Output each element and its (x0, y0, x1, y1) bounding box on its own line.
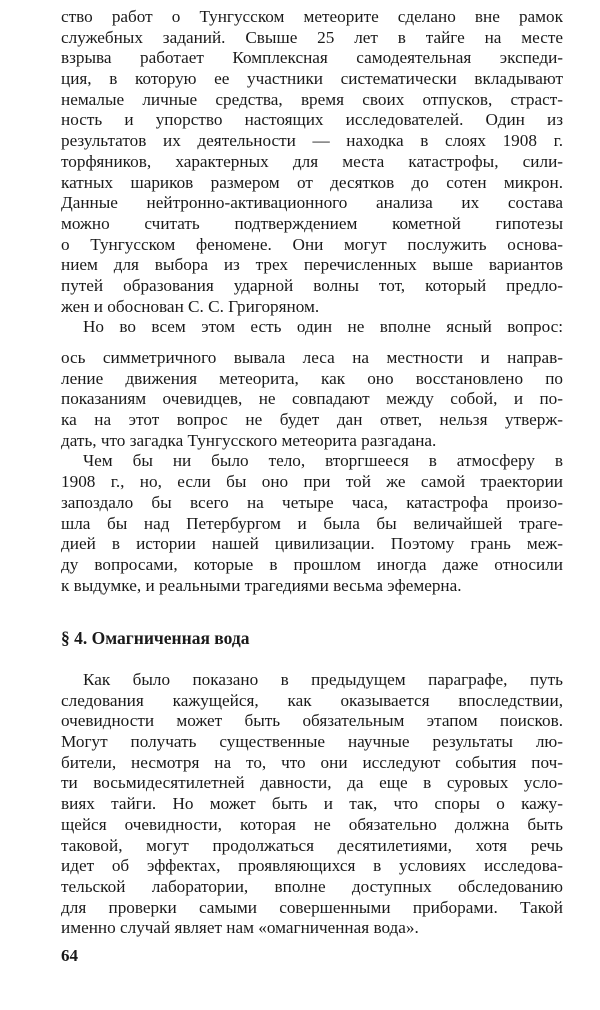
text-line: ти восьмидесятилетней давности, да еще в суровых усло- (61, 773, 563, 793)
page-number: 64 (61, 946, 78, 965)
text-line: к выдумке, и реальными трагедиями весьма эфемерна. (61, 575, 462, 595)
text-line: о Тунгусском феномене. Они могут послужить основа- (61, 234, 563, 254)
text-line: ду вопросами, которые в прошлом иногда даже относили (61, 554, 563, 574)
text-line: для проверки самыми совершенными приборами. Такой (61, 897, 563, 917)
paragraph-block-3 (61, 670, 563, 939)
text-line: служебных заданий. Свыше 25 лет в тайге на месте (61, 27, 563, 47)
text-line: результатов их деятельности — находка в слоях 1908 г. (61, 131, 563, 151)
text-line: жен и обоснован С. С. Григоряном. (61, 296, 320, 316)
text-line: дать, что загадка Тунгусского метеорита разгадана. (61, 430, 437, 450)
text-line: щейся очевидности, которая не обязательно должна быть (61, 814, 563, 834)
text-line: показаниям очевидцев, не совпадают между собой, и по- (61, 389, 563, 409)
text-line: 1908 г., но, если бы оно при той же самой траектории (61, 472, 563, 492)
text-line: немалые личные средства, время своих отпусков, страст- (61, 89, 563, 109)
text-line: взрыва работает Комплексная самодеятельная экспеди- (61, 48, 563, 68)
paragraph-block-1 (61, 7, 563, 338)
text-line: шла бы над Петербургом и была бы величайшей траге- (61, 513, 563, 533)
text-line: ление движения метеорита, как оно восстановлено по (61, 368, 563, 388)
text-line: запоздало бы всего на четыре часа, катастрофа произо- (61, 492, 563, 512)
text-line: нием для выбора из трех перечисленных выше вариантов (61, 255, 563, 275)
section-heading: § 4. Омагниченная вода (61, 628, 250, 648)
text-line: виях тайги. Но может быть и так, что споры о кажу- (61, 794, 563, 814)
text-line: тельской лаборатории, вполне доступных обследованию (61, 876, 563, 896)
text-line: Могут получать существенные научные результаты лю- (61, 732, 563, 752)
text-line: именно случай являет нам «омагниченная вода». (61, 918, 419, 938)
text-line: путей образования ударной волны тот, который предло- (61, 275, 563, 295)
text-line: катных шариков размером от десятков до сотен микрон. (61, 172, 563, 192)
paragraph-block-2 (61, 348, 563, 596)
text-line: Чем бы ни было тело, вторгшееся в атмосферу в (83, 451, 563, 471)
text-line: ность и упорство настоящих исследователей. Один из (61, 110, 563, 130)
text-line: ка на этот вопрос не будет дан ответ, нельзя утверж- (61, 410, 563, 430)
text-line: следования кажущейся, как оказывается впоследствии, (61, 690, 563, 710)
text-line: Но во всем этом есть один не вполне ясный вопрос: (83, 317, 563, 337)
text-line: таковой, могут продолжаться десятилетиями, хотя речь (61, 835, 563, 855)
text-line: идет об эффектах, проявляющихся в условиях исследова- (61, 856, 563, 876)
text-line: бители, несмотря на то, что они исследуют события поч- (61, 752, 563, 772)
text-line: дией в истории нашей цивилизации. Поэтому грань меж- (61, 534, 563, 554)
text-line: торфяников, характерных для места катастрофы, сили- (61, 151, 563, 171)
text-line: Данные нейтронно-активационного анализа их состава (61, 193, 563, 213)
text-line: ось симметричного вывала леса на местности и направ- (61, 348, 563, 367)
text-line: очевидности может быть обязательным этапом поисков. (61, 711, 563, 731)
text-line: можно считать подтверждением кометной гипотезы (61, 213, 563, 233)
text-line: ство работ о Тунгусском метеорите сделано вне рамок (61, 7, 563, 26)
text-line: Как было показано в предыдущем параграфе, путь (83, 670, 563, 689)
text-line: ция, в которую ее участники систематически вкладывают (61, 69, 563, 89)
